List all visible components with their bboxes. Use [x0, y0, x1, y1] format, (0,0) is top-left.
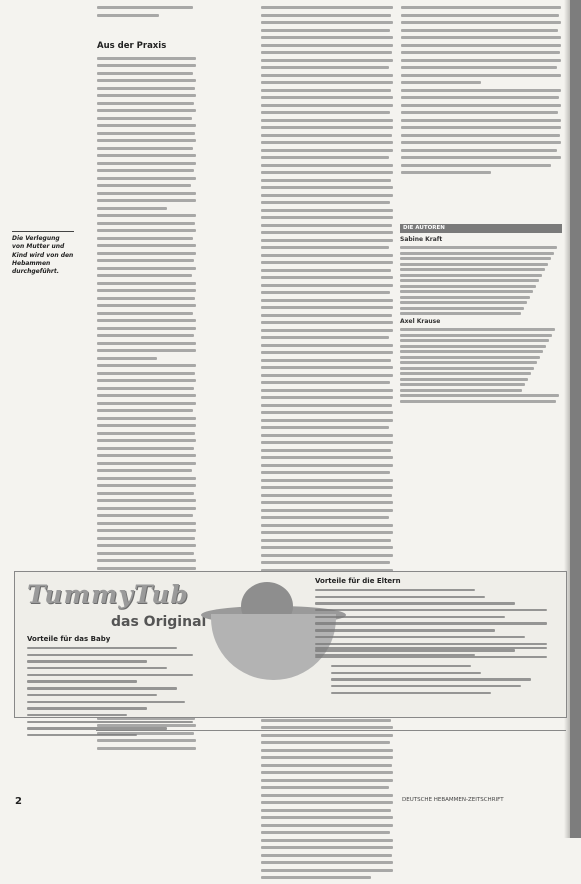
author-box-line [400, 378, 528, 381]
author-box-line [400, 328, 555, 331]
pull-quote: Die Verlegung von Mutter und Kind wird von den Hebammen durchgeführt. [12, 231, 74, 276]
author-box-line [400, 339, 549, 342]
page-gutter [570, 0, 581, 838]
author-box-line [400, 345, 546, 348]
column-3 [401, 6, 561, 179]
author-box-line [400, 372, 531, 375]
column-2 [261, 6, 393, 884]
page-number: 2 [15, 796, 22, 807]
author-box-line [400, 318, 562, 326]
author-box-line [400, 350, 543, 353]
author-box-line [400, 394, 559, 397]
ad-logo: TummyTub [27, 580, 189, 609]
author-box-line [400, 290, 533, 293]
author-box-line [400, 246, 557, 249]
author-box-line [400, 389, 522, 392]
author-box-line [400, 279, 539, 282]
author-box-line [400, 361, 537, 364]
advertisement [14, 571, 567, 718]
section-heading: Aus der Praxis [97, 40, 167, 51]
ad-address [331, 665, 551, 698]
ad-tagline: das Original [111, 614, 207, 630]
author-name: Sabine Kraft [400, 236, 443, 243]
author-box-line [400, 236, 562, 244]
author-box-line [400, 356, 540, 359]
ad-left-list [27, 647, 197, 741]
author-box-line [400, 252, 554, 255]
author-name: Axel Krause [400, 317, 441, 325]
author-box-line [400, 367, 534, 370]
author-box [400, 236, 562, 405]
footer-rule [96, 730, 566, 731]
author-box-line [400, 383, 525, 386]
author-box-line [400, 257, 551, 260]
author-box-line [400, 296, 530, 299]
author-box-line [400, 312, 521, 315]
author-box-line [400, 285, 536, 288]
author-box-line [400, 263, 548, 266]
author-box-line [400, 334, 552, 337]
author-box-line [400, 400, 556, 403]
author-box-heading: DIE AUTOREN [400, 224, 562, 233]
author-box-line [400, 274, 542, 277]
footer-issue: DEUTSCHE HEBAMMEN-ZEITSCHRIFT [402, 797, 504, 803]
ad-right-extra [315, 647, 555, 660]
ad-right-heading: Vorteile für die Eltern [315, 577, 401, 585]
author-box-line [400, 301, 527, 304]
author-box-line [400, 307, 524, 310]
author-box-line [400, 268, 545, 271]
ad-left-heading: Vorteile für das Baby [27, 635, 111, 643]
